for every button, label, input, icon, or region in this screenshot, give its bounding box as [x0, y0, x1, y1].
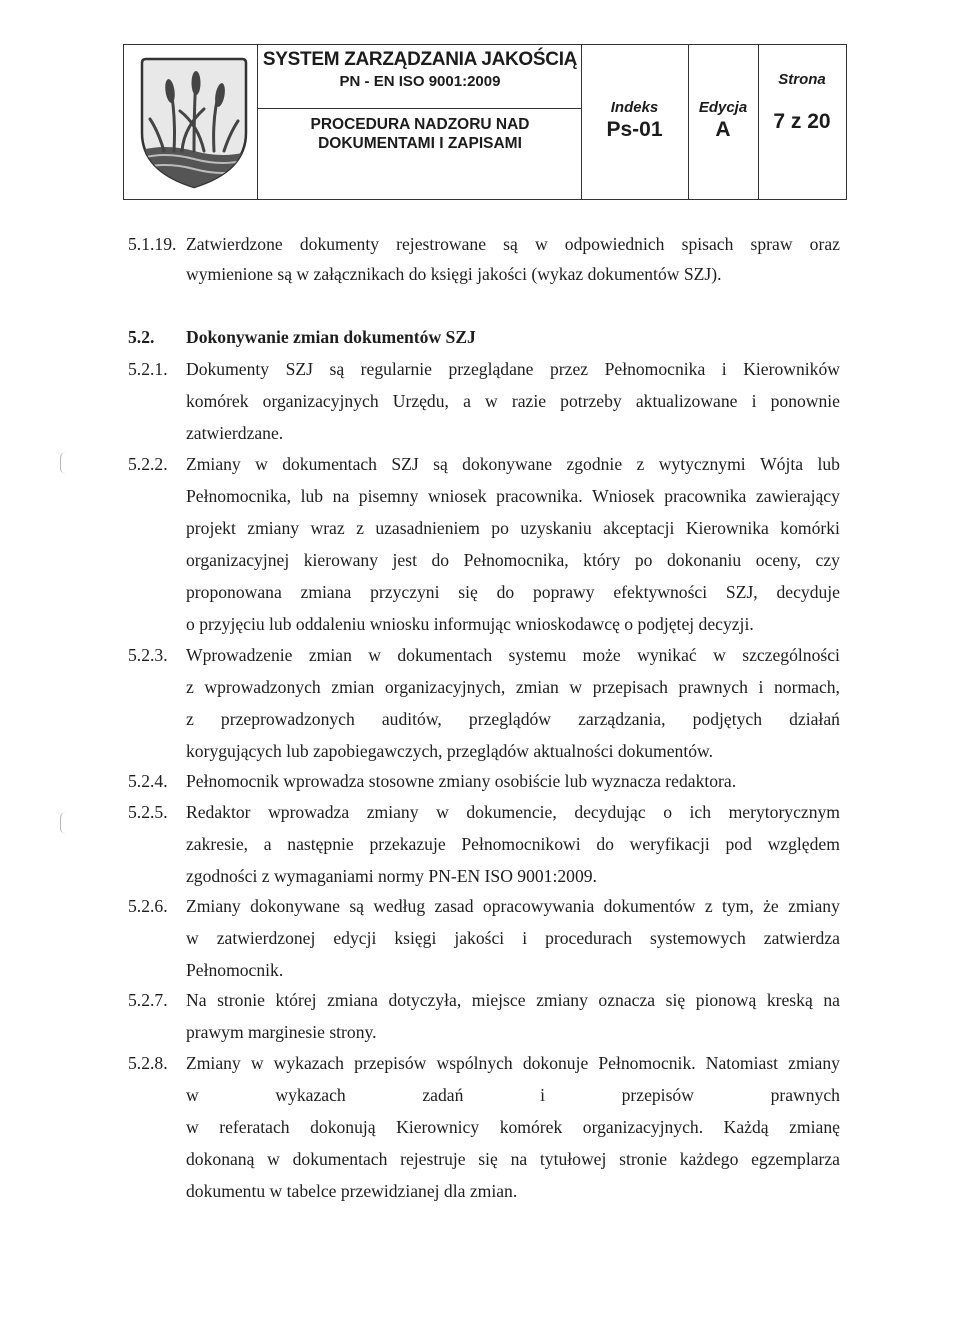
paragraph-line: zatwierdzane. — [186, 423, 284, 443]
document-header — [123, 44, 847, 200]
paragraph-line: dokumentu w tabelce przewidzianej dla zmian. — [186, 1181, 518, 1201]
edition-label: Edycja — [698, 99, 748, 116]
scan-mark — [60, 452, 69, 474]
procedure-title-line: PROCEDURA NADZORU NAD — [310, 116, 530, 133]
section-number: 5.2. — [128, 327, 155, 347]
page-number: 7 z 20 — [773, 110, 831, 133]
system-title-block — [260, 49, 580, 90]
paragraph-line: wymienione są w załącznikach do księgi jakości (wykaz dokumentów SZJ). — [186, 264, 722, 284]
index-value: Ps-01 — [606, 118, 663, 141]
procedure-title — [260, 115, 580, 153]
section-number: 5.2.5. — [128, 802, 168, 822]
paragraph-line: proponowana zmiana przyczyni się do poprawy efektywności SZJ, decyduje — [186, 582, 840, 602]
section-number: 5.2.1. — [128, 359, 168, 379]
paragraph-line: komórek organizacyjnych Urzędu, a w razie potrzeby aktualizowane i ponownie — [186, 391, 840, 411]
paragraph-line: prawym marginesie strony. — [186, 1022, 377, 1042]
paragraph-line: Wprowadzenie zmian w dokumentach systemu może wynikać w szczególności — [186, 645, 840, 665]
paragraph-line: o przyjęciu lub oddaleniu wniosku informując wnioskodawcę o podjętej decyzji. — [186, 614, 754, 634]
procedure-title-line: DOKUMENTAMI I ZAPISAMI — [318, 135, 522, 152]
paragraph-line: organizacyjnej kierowany jest do Pełnomocnika, który po dokonaniu oceny, czy — [186, 550, 840, 570]
edition-value: A — [715, 118, 731, 141]
standard-label: PN - EN ISO 9001:2009 — [339, 73, 501, 90]
header-divider — [257, 45, 258, 199]
page-label: Strona — [778, 71, 826, 88]
paragraph-line: Pełnomocnik wprowadza stosowne zmiany osobiście lub wyznacza redaktora. — [186, 771, 737, 791]
paragraph-line: Redaktor wprowadza zmiany w dokumencie, decydując o ich merytorycznym — [186, 802, 840, 822]
logo-emblem — [134, 55, 254, 191]
paragraph-line: Pełnomocnik. — [186, 960, 284, 980]
paragraph-line: Pełnomocnika, lub na pisemny wniosek pracownika. Wniosek pracownika zawierający — [186, 486, 840, 506]
paragraph-line: z przeprowadzonych auditów, przeglądów zarządzania, podjętych działań — [186, 709, 840, 729]
section-number: 5.2.4. — [128, 771, 168, 791]
section-number: 5.1.19. — [128, 234, 177, 254]
page-cell — [758, 71, 846, 134]
header-divider — [257, 108, 581, 109]
section-number: 5.2.8. — [128, 1053, 168, 1073]
system-title: SYSTEM ZARZĄDZANIA JAKOŚCIĄ — [262, 49, 578, 70]
section-heading: Dokonywanie zmian dokumentów SZJ — [186, 327, 476, 347]
paragraph-line: Dokumenty SZJ są regularnie przeglądane przez Pełnomocnika i Kierowników — [186, 359, 840, 379]
paragraph-line: Zmiany w dokumentach SZJ są dokonywane zgodnie z wytycznymi Wójta lub — [186, 454, 840, 474]
paragraph-line: zgodności z wymaganiami normy PN-EN ISO 9001:2009. — [186, 866, 597, 886]
section-number: 5.2.2. — [128, 454, 168, 474]
section-number: 5.2.6. — [128, 896, 168, 916]
paragraph-line: projekt zmiany wraz z uzasadnieniem po uzyskaniu akceptacji Kierownika komórki — [186, 518, 840, 538]
edition-cell — [688, 99, 758, 142]
scan-mark — [60, 812, 69, 834]
paragraph-line: zakresie, a następnie przekazuje Pełnomocnikowi do weryfikacji pod względem — [186, 834, 840, 854]
index-cell — [581, 99, 688, 142]
section-number: 5.2.3. — [128, 645, 168, 665]
paragraph-line: Zmiany w wykazach przepisów wspólnych dokonuje Pełnomocnik. Natomiast zmiany — [186, 1053, 840, 1073]
paragraph-line: Zatwierdzone dokumenty rejestrowane są w odpowiednich spisach spraw oraz — [186, 234, 840, 254]
paragraph-line: w zatwierdzonej edycji księgi jakości i procedurach systemowych zatwierdza — [186, 928, 840, 948]
index-label: Indeks — [610, 99, 659, 116]
paragraph-line: z wprowadzonych zmian organizacyjnych, zmian w przepisach prawnych i normach, — [186, 677, 840, 697]
paragraph-line: w referatach dokonują Kierownicy komórek organizacyjnych. Każdą zmianę — [186, 1117, 840, 1137]
paragraph-line: dokonaną w dokumentach rejestruje się na tytułowej stronie każdego egzemplarza — [186, 1149, 840, 1169]
section-number: 5.2.7. — [128, 990, 168, 1010]
paragraph-line: Zmiany dokonywane są według zasad opracowywania dokumentów z tym, że zmiany — [186, 896, 840, 916]
paragraph-line: Na stronie której zmiana dotyczyła, miejsce zmiany oznacza się pionową kreską na — [186, 990, 840, 1010]
paragraph-line: w wykazach zadań i przepisów prawnych — [186, 1085, 840, 1105]
paragraph-line: korygujących lub zapobiegawczych, przeglądów aktualności dokumentów. — [186, 741, 713, 761]
